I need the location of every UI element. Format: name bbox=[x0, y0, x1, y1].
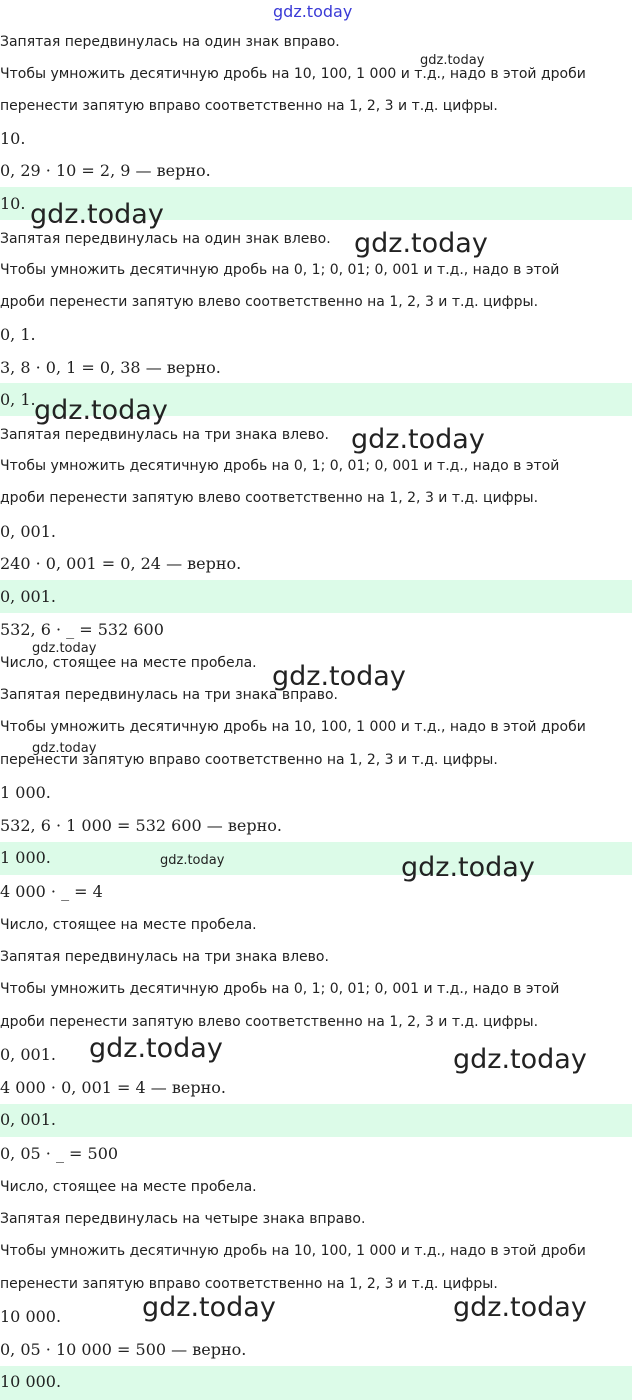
text-line: Запятая передвинулась на три знака влево. bbox=[0, 427, 329, 443]
answer-line: 10. bbox=[0, 194, 26, 213]
text-line: Запятая передвинулась на четыре знака вправо. bbox=[0, 1211, 366, 1227]
text-line: Запятая передвинулась на один знак влево. bbox=[0, 231, 331, 247]
math-line: 0, 05 · _ = 500 bbox=[0, 1144, 119, 1163]
watermark: gdz.today bbox=[34, 395, 168, 426]
watermark: gdz.today bbox=[453, 1292, 587, 1323]
text-line: перенести запятую вправо соответственно на 1, 2, 3 и т.д. цифры. bbox=[0, 1276, 498, 1292]
text-line: дроби перенести запятую влево соответственно на 1, 2, 3 и т.д. цифры. bbox=[0, 490, 539, 506]
math-line: 0, 001. bbox=[0, 1045, 56, 1064]
answer-line: 1 000. bbox=[0, 848, 51, 867]
watermark: gdz.today bbox=[160, 853, 225, 868]
text-line: Запятая передвинулась на три знака влево. bbox=[0, 949, 329, 965]
text-line: Чтобы умножить десятичную дробь на 0, 1; 0, 01; 0, 001 и т.д., надо в этой bbox=[0, 458, 560, 474]
math-line: 1 000. bbox=[0, 783, 51, 802]
math-line: 10. bbox=[0, 129, 26, 148]
answer-line: 0, 001. bbox=[0, 587, 56, 606]
answer-line: 10 000. bbox=[0, 1372, 62, 1391]
watermark: gdz.today bbox=[401, 852, 535, 883]
text-line: перенести запятую вправо соответственно на 1, 2, 3 и т.д. цифры. bbox=[0, 98, 498, 114]
answer-band bbox=[0, 1104, 632, 1137]
text-line: дроби перенести запятую влево соответственно на 1, 2, 3 и т.д. цифры. bbox=[0, 1014, 539, 1030]
math-line: 0, 05 · 10 000 = 500 — верно. bbox=[0, 1340, 247, 1359]
watermark: gdz.today bbox=[32, 641, 97, 656]
math-line: 0, 29 · 10 = 2, 9 — верно. bbox=[0, 161, 211, 180]
watermark: gdz.today bbox=[354, 228, 488, 259]
text-line: Чтобы умножить десятичную дробь на 10, 100, 1 000 и т.д., надо в этой дроби bbox=[0, 1243, 586, 1259]
answer-line: 0, 1. bbox=[0, 390, 36, 409]
watermark: gdz.today bbox=[272, 661, 406, 692]
answer-line: 0, 001. bbox=[0, 1110, 56, 1129]
watermark: gdz.today bbox=[30, 199, 164, 230]
text-line: Число, стоящее на месте пробела. bbox=[0, 655, 257, 671]
math-line: 0, 001. bbox=[0, 522, 56, 541]
answer-band bbox=[0, 1366, 632, 1400]
watermark: gdz.today bbox=[351, 424, 485, 455]
text-line: Запятая передвинулась на три знака вправо. bbox=[0, 687, 338, 703]
text-line: перенести запятую вправо соответственно на 1, 2, 3 и т.д. цифры. bbox=[0, 752, 498, 768]
math-line: 4 000 · 0, 001 = 4 — верно. bbox=[0, 1078, 226, 1097]
math-line: 532, 6 · 1 000 = 532 600 — верно. bbox=[0, 816, 282, 835]
math-line: 0, 1. bbox=[0, 325, 36, 344]
math-line: 10 000. bbox=[0, 1307, 62, 1326]
text-line: Чтобы умножить десятичную дробь на 10, 100, 1 000 и т.д., надо в этой дроби bbox=[0, 719, 586, 735]
watermark: gdz.today bbox=[142, 1292, 276, 1323]
math-line: 240 · 0, 001 = 0, 24 — верно. bbox=[0, 554, 242, 573]
text-line: Запятая передвинулась на один знак вправо. bbox=[0, 34, 340, 50]
watermark: gdz.today bbox=[453, 1044, 587, 1075]
text-line: Чтобы умножить десятичную дробь на 10, 100, 1 000 и т.д., надо в этой дроби bbox=[0, 66, 586, 82]
text-line: Число, стоящее на месте пробела. bbox=[0, 917, 257, 933]
watermark: gdz.today bbox=[420, 53, 485, 68]
math-line: 532, 6 · _ = 532 600 bbox=[0, 620, 164, 639]
answer-band bbox=[0, 842, 632, 875]
text-line: Чтобы умножить десятичную дробь на 0, 1; 0, 01; 0, 001 и т.д., надо в этой bbox=[0, 981, 560, 997]
math-line: 4 000 · _ = 4 bbox=[0, 882, 103, 901]
text-line: Число, стоящее на месте пробела. bbox=[0, 1179, 257, 1195]
watermark: gdz.today bbox=[89, 1033, 223, 1064]
answer-band bbox=[0, 580, 632, 613]
math-line: 3, 8 · 0, 1 = 0, 38 — верно. bbox=[0, 358, 221, 377]
text-line: дроби перенести запятую влево соответственно на 1, 2, 3 и т.д. цифры. bbox=[0, 294, 539, 310]
site-header-link[interactable]: gdz.today bbox=[273, 2, 353, 21]
watermark: gdz.today bbox=[32, 741, 97, 756]
text-line: Чтобы умножить десятичную дробь на 0, 1; 0, 01; 0, 001 и т.д., надо в этой bbox=[0, 262, 560, 278]
